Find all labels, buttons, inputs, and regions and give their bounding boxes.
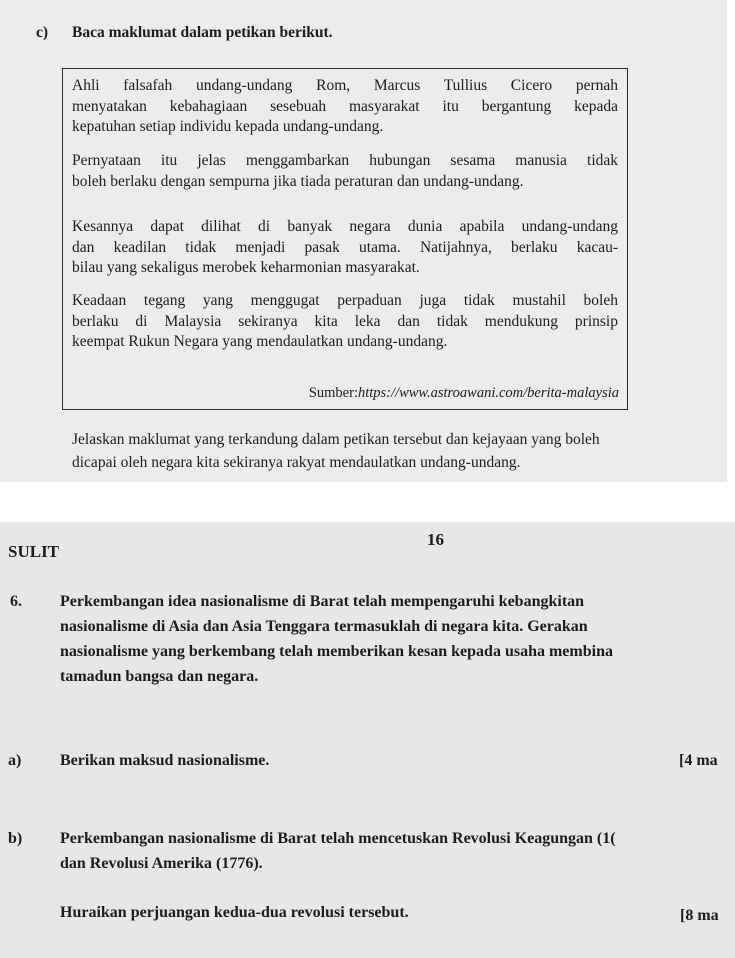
part-a-label: a) <box>8 752 22 769</box>
passage-paragraph-3 <box>72 217 618 279</box>
part-b-line: dan Revolusi Amerika (1776). <box>60 855 263 872</box>
part-b-line: Perkembangan nasionalisme di Barat telah mencetuskan Revolusi Keagungan (1( <box>60 830 616 847</box>
stem-line: nasionalisme yang berkembang telah memberikan kesan kepada usaha membina <box>60 643 613 660</box>
source-label: Sumber: <box>308 385 358 401</box>
question-6-stem <box>60 589 613 689</box>
passage-line: Keadaan tegang yang menggugat perpaduan juga tidak mustahil boleh <box>72 292 618 309</box>
passage-line: Kesannya dapat dilihat di banyak negara dunia apabila undang-undang <box>72 218 618 235</box>
page-16-section <box>0 522 735 958</box>
question-line: Jelaskan maklumat yang terkandung dalam petikan tersebut dan kejayaan yang boleh <box>72 431 600 448</box>
page-number: 16 <box>427 530 444 549</box>
passage-line: menyatakan kebahagiaan sesebuah masyarakat itu bergantung kepada <box>72 97 618 115</box>
part-b-task: Huraikan perjuangan kedua-dua revolusi tersebut. <box>60 904 409 921</box>
passage-line: dan keadilan tidak menjadi pasak utama. Natijahnya, berlaku kacau- <box>72 238 618 256</box>
passage-source <box>309 385 619 402</box>
stem-line: Perkembangan idea nasionalisme di Barat telah mempengaruhi kebangkitan <box>60 593 585 610</box>
passage-line: Pernyataan itu jelas menggambarkan hubungan sesama manusia tidak <box>72 152 618 169</box>
part-b-text <box>60 826 616 876</box>
passage-line: berlaku di Malaysia sekiranya kita leka dan tidak mendukung prinsip <box>72 312 618 330</box>
passage-box <box>62 68 628 410</box>
sulit-label: SULIT <box>8 542 60 561</box>
passage-paragraph-2 <box>72 151 618 192</box>
part-c-question <box>72 428 600 474</box>
part-a-text: Berikan maksud nasionalisme. <box>60 752 270 769</box>
passage-line: Ahli falsafah undang-undang Rom, Marcus Tullius Cicero pernah <box>72 77 618 94</box>
passage-paragraph-1 <box>72 76 618 138</box>
question-6-number: 6. <box>10 593 22 610</box>
part-c-label: c) <box>36 24 49 41</box>
page-top-section <box>0 0 727 482</box>
question-line: dicapai oleh negara kita sekiranya rakyat mendaulatkan undang-undang. <box>72 454 521 471</box>
source-url: https://www.astroawani.com/berita-malaysia <box>357 385 619 401</box>
passage-line: kepatuhan setiap individu kepada undang-undang. <box>72 118 384 135</box>
part-a-marks: [4 ma <box>679 752 718 769</box>
part-b-marks: [8 ma <box>680 907 719 924</box>
passage-paragraph-4 <box>72 291 618 353</box>
part-b-label: b) <box>8 830 23 847</box>
part-c-instruction: Baca maklumat dalam petikan berikut. <box>72 24 333 41</box>
passage-line: bilau yang sekaligus merobek keharmonian masyarakat. <box>72 259 420 276</box>
stem-line: nasionalisme di Asia dan Asia Tenggara termasuklah di negara kita. Gerakan <box>60 618 588 635</box>
passage-line: keempat Rukun Negara yang mendaulatkan undang-undang. <box>72 333 448 350</box>
passage-line: boleh berlaku dengan sempurna jika tiada peraturan dan undang-undang. <box>72 172 524 190</box>
stem-line: tamadun bangsa dan negara. <box>60 668 259 685</box>
